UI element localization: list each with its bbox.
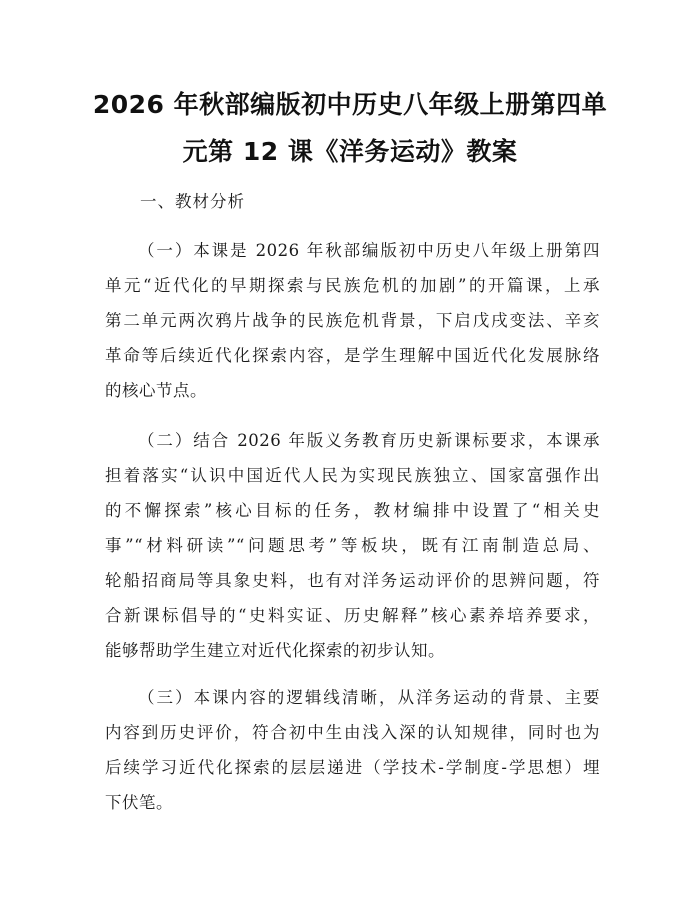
paragraph-line: 内容到历史评价，符合初中生由浅入深的认知规律，同时也为 [105, 723, 600, 742]
paragraph-1 [105, 233, 600, 408]
paragraph-line: 轮船招商局等具象史料，也有对洋务运动评价的思辨问题，符 [105, 571, 600, 590]
paragraph-line: 担着落实“认识中国近代人民为实现民族独立、国家富强作出 [105, 466, 600, 485]
paragraph-line: 合新课标倡导的“史料实证、历史解释”核心素养培养要求， [105, 606, 600, 625]
paragraph-line: （二）结合 2026 年版义务教育历史新课标要求，本课承 [138, 431, 600, 450]
paragraph-line: 能够帮助学生建立对近代化探索的初步认知。 [105, 641, 445, 660]
paragraph-line: 事”“材料研读”“问题思考”等板块，既有江南制造总局、 [105, 536, 600, 555]
paragraph-line: 单元“近代化的早期探索与民族危机的加剧”的开篇课，上承 [105, 276, 600, 295]
paragraph-line: 下伏笔。 [105, 793, 173, 812]
paragraph-line: 革命等后续近代化探索内容，是学生理解中国近代化发展脉络 [105, 346, 600, 365]
paragraph-line: 第二单元两次鸦片战争的民族危机背景，下启戊戌变法、辛亥 [105, 311, 600, 330]
paragraph-line: （一）本课是 2026 年秋部编版初中历史八年级上册第四 [138, 241, 600, 260]
paragraph-line: 的核心节点。 [105, 381, 207, 400]
document-title-line-1: 2026 年秋部编版初中历史八年级上册第四单 [92, 90, 608, 119]
paragraph-line: （三）本课内容的逻辑线清晰，从洋务运动的背景、主要 [138, 688, 600, 707]
section-heading: 一、教材分析 [140, 192, 245, 211]
paragraph-line: 后续学习近代化探索的层层递进（学技术-学制度-学思想）埋 [105, 758, 600, 777]
paragraph-2 [105, 423, 600, 668]
paragraph-3 [105, 680, 600, 820]
document-title-line-2: 元第 12 课《洋务运动》教案 [182, 137, 518, 166]
paragraph-line: 的不懈探索”核心目标的任务，教材编排中设置了“相关史 [105, 501, 600, 520]
